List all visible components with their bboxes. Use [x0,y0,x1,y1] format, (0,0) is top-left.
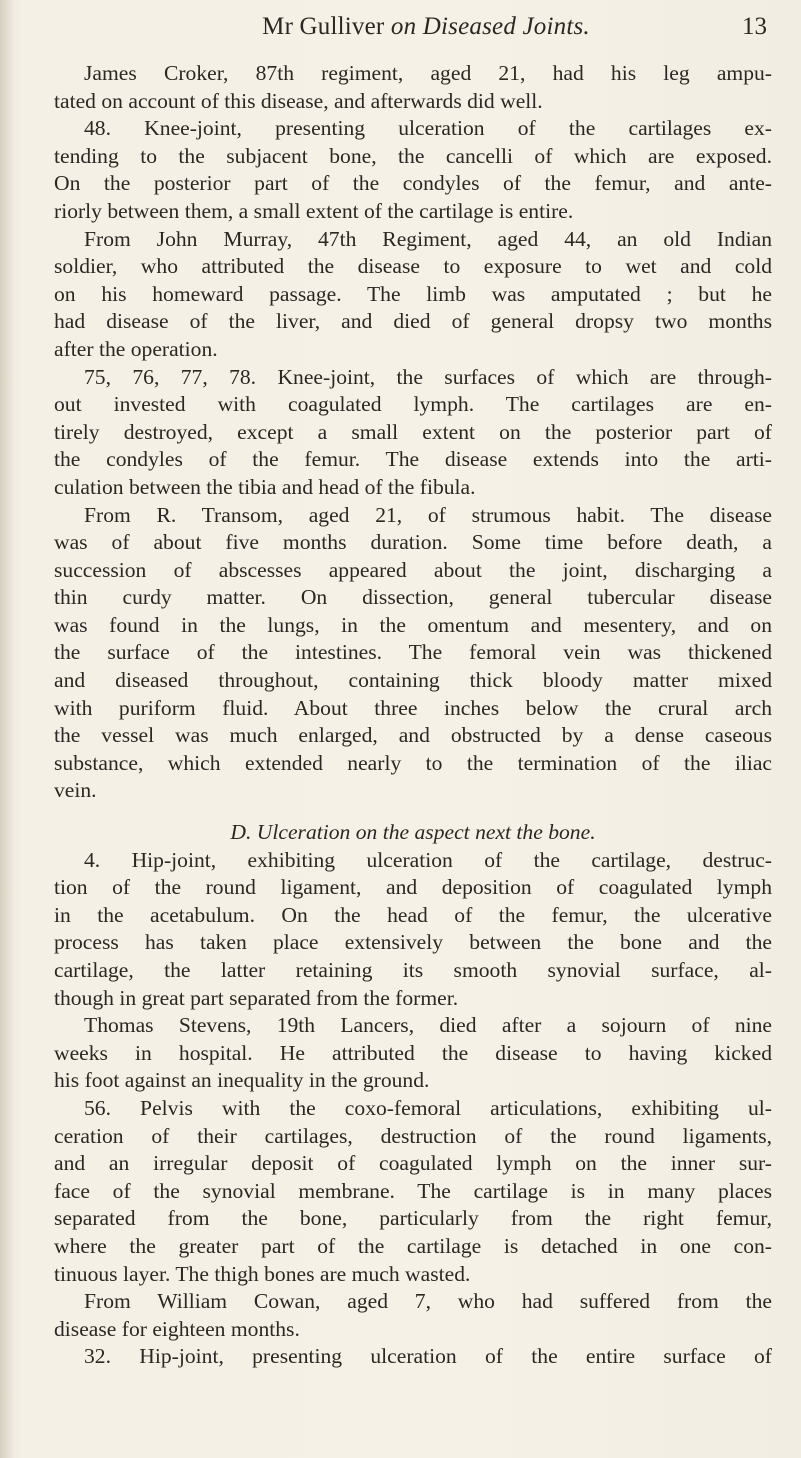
text-line: weeks in hospital. He attributed the disease to having kicked [54,1040,772,1065]
text-line: tated on account of this disease, and afterwards did well. [54,88,543,113]
text-line: culation between the tibia and head of the fibula. [54,474,476,499]
text-line: process has taken place extensively between the bone and the [54,930,772,955]
text-line: 32. Hip-joint, presenting ulceration of the entire surface of [84,1344,772,1369]
text-line: was of about five months duration. Some time before death, a [54,530,772,555]
text-line: tion of the round ligament, and deposition of coagulated lymph [54,875,772,900]
text-line: From William Cowan, aged 7, who had suffered from the [84,1289,772,1314]
text-line: riorly between them, a small extent of the cartilage is entire. [54,198,574,223]
text-line: the surface of the intestines. The femoral vein was thickened [54,640,772,665]
text-line: 48. Knee-joint, presenting ulceration of the cartilages ex- [84,116,772,141]
text-line: out invested with coagulated lymph. The cartilages are en- [54,392,772,417]
text-line: tirely destroyed, except a small extent on the posterior part of [54,419,772,444]
text-line: 56. Pelvis with the coxo-femoral articulations, exhibiting ul- [84,1095,772,1120]
text-line: vein. [54,778,97,803]
text-line: On the posterior part of the condyles of the femur, and ante- [54,171,772,196]
body-text [54,60,772,1371]
text-line: From R. Transom, aged 21, of strumous habit. The disease [84,502,772,527]
text-line: From John Murray, 47th Regiment, aged 44, an old Indian [84,226,772,251]
text-line: 4. Hip-joint, exhibiting ulceration of the cartilage, destruc- [84,847,772,872]
text-line: tinuous layer. The thigh bones are much wasted. [54,1261,471,1286]
text-line: tending to the subjacent bone, the cancelli of which are exposed. [54,143,772,168]
running-head-title: on Diseased Joints. [390,13,590,40]
text-line: Thomas Stevens, 19th Lancers, died after a sojourn of nine [84,1013,772,1038]
page-header [85,8,767,46]
section-gap [54,805,772,819]
text-line: where the greater part of the cartilage is detached in one con- [54,1233,772,1258]
text-line: with puriform fluid. About three inches below the crural arch [54,695,772,720]
text-line: and diseased throughout, containing thick bloody matter mixed [54,668,772,693]
section-heading: D. Ulceration on the aspect next the bone. [230,820,596,845]
running-head [85,8,767,46]
text-line: face of the synovial membrane. The cartilage is in many places [54,1178,772,1203]
text-line: his foot against an inequality in the ground. [54,1068,430,1093]
text-line: in the acetabulum. On the head of the femur, the ulcerative [54,902,772,927]
text-line: substance, which extended nearly to the termination of the iliac [54,750,772,775]
text-line: though in great part separated from the former. [54,985,459,1010]
text-line: cartilage, the latter retaining its smooth synovial surface, al- [54,958,772,982]
text-line: succession of abscesses appeared about the joint, discharging a [54,557,772,582]
text-line: was found in the lungs, in the omentum and mesentery, and on [54,612,772,637]
text-line: had disease of the liver, and died of general dropsy two months [54,309,772,334]
text-line: thin curdy matter. On dissection, general tubercular disease [54,585,772,610]
text-line: and an irregular deposit of coagulated lymph on the inner sur- [54,1151,772,1176]
text-line: James Croker, 87th regiment, aged 21, had his leg ampu- [84,61,772,85]
page-number: 13 [742,13,767,40]
text-line: separated from the bone, particularly from the right femur, [54,1206,772,1231]
text-line: soldier, who attributed the disease to exposure to wet and cold [54,254,772,279]
text-line: the vessel was much enlarged, and obstructed by a dense caseous [54,723,772,748]
text-line: the condyles of the femur. The disease extends into the arti- [54,447,772,472]
gutter-shadow [0,0,14,1458]
text-line: 75, 76, 77, 78. Knee-joint, the surfaces of which are through- [84,364,772,389]
text-line: on his homeward passage. The limb was amputated ; but he [54,281,772,306]
text-line: ceration of their cartilages, destruction of the round ligaments, [54,1123,772,1148]
text-line: after the operation. [54,336,218,361]
text-line: disease for eighteen months. [54,1316,300,1341]
running-head-prefix: Mr Gulliver [262,13,391,40]
